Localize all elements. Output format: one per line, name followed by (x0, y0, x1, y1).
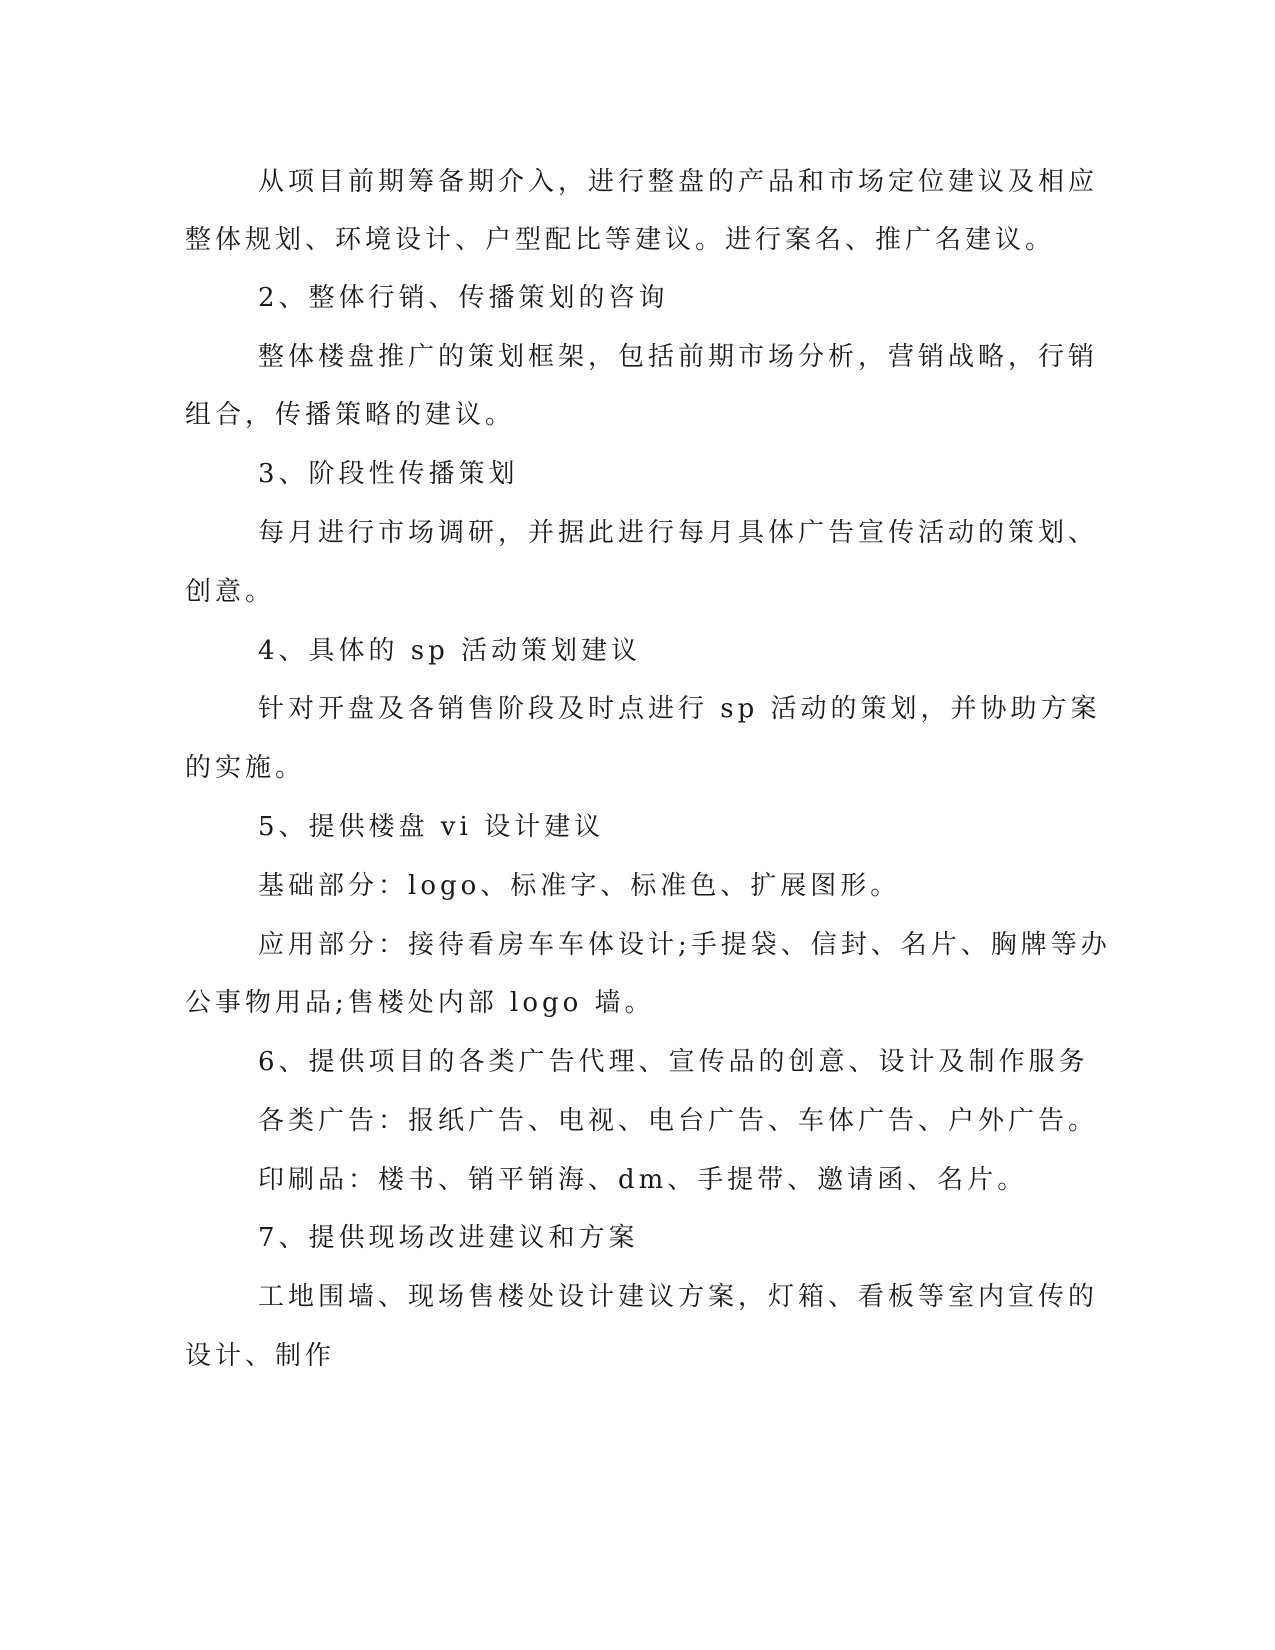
paragraph-line: 每月进行市场调研，并据此进行每月具体广告宣传活动的策划、 (258, 518, 1099, 548)
section-heading: 2、整体行销、传播策划的咨询 (258, 283, 669, 313)
paragraph-line: 基础部分：logo、标准字、标准色、扩展图形。 (258, 871, 901, 901)
section-heading: 3、阶段性传播策划 (258, 459, 519, 489)
paragraph-line: 工地围墙、现场售楼处设计建议方案，灯箱、看板等室内宣传的 (258, 1282, 1099, 1312)
paragraph-line: 印刷品：楼书、销平销海、dm、手提带、邀请函、名片。 (258, 1165, 1028, 1195)
paragraph-line: 组合，传播策略的建议。 (185, 400, 516, 430)
paragraph-line: 整体规划、环境设计、户型配比等建议。进行案名、推广名建议。 (185, 225, 1056, 255)
section-heading: 5、提供楼盘 vi 设计建议 (258, 812, 605, 842)
paragraph-line: 的实施。 (185, 753, 306, 783)
paragraph-line: 针对开盘及各销售阶段及时点进行 sp 活动的策划，并协助方案 (258, 694, 1101, 724)
paragraph-line: 整体楼盘推广的策划框架，包括前期市场分析，营销战略，行销 (258, 342, 1099, 372)
paragraph-line: 各类广告：报纸广告、电视、电台广告、车体广告、户外广告。 (258, 1106, 1099, 1136)
paragraph-line: 设计、制作 (185, 1341, 336, 1371)
paragraph-line: 公事物用品;售楼处内部 logo 墙。 (185, 988, 655, 1018)
section-heading: 7、提供现场改进建议和方案 (258, 1223, 639, 1253)
paragraph-line: 从项目前期筹备期介入，进行整盘的产品和市场定位建议及相应 (258, 167, 1099, 197)
section-heading: 6、提供项目的各类广告代理、宣传品的创意、设计及制作服务 (258, 1047, 1089, 1077)
paragraph-line: 创意。 (185, 577, 276, 607)
section-heading: 4、具体的 sp 活动策划建议 (258, 636, 642, 666)
paragraph-line: 应用部分：接待看房车车体设计;手提袋、信封、名片、胸牌等办 (258, 930, 1111, 960)
